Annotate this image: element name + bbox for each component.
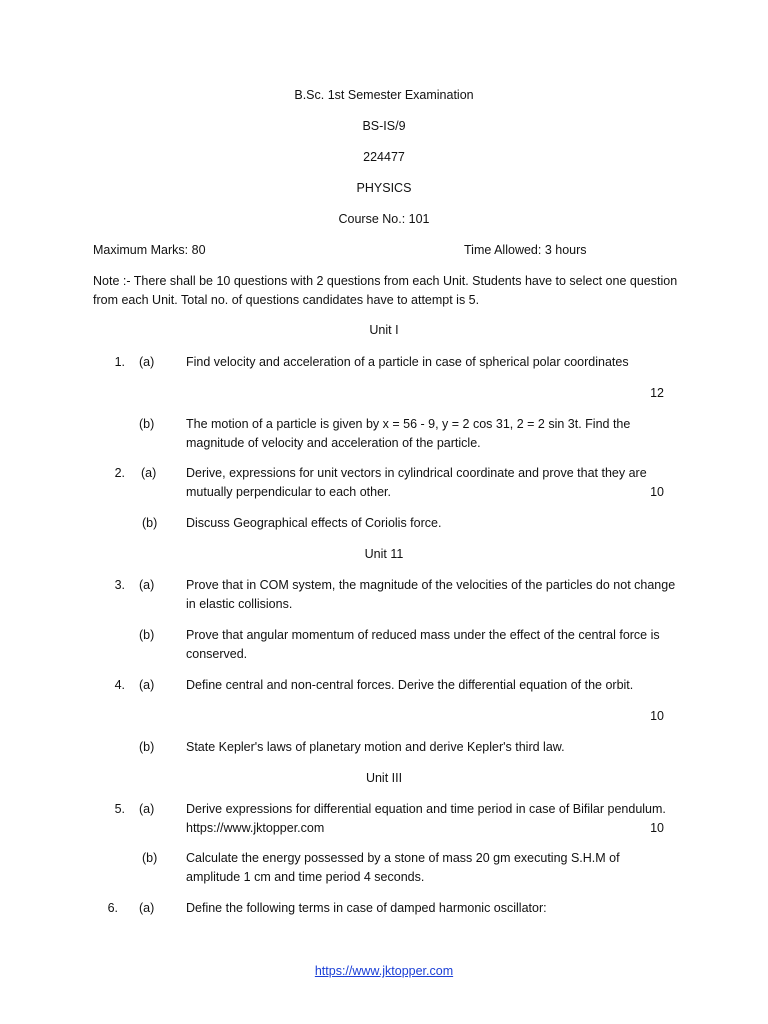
course-number: Course No.: 101 [338,212,430,226]
question-text: Define the following terms in case of damped harmonic oscillator: [186,901,547,915]
instructions-note: Note :- There shall be 10 questions with 2 questions from each Unit. Students have to select one question from each Unit. Total no. of questions candidates have to attempt is 5. [93,274,678,307]
maximum-marks: Maximum Marks: 80 [93,243,206,257]
question-number: 2. [114,466,125,480]
subpart-label: (b) [139,628,155,642]
subpart-label: (a) [141,466,157,480]
question-text: Define central and non-central forces. Derive the differential equation of the orbit. [186,678,634,692]
marks-label: 10 [650,709,664,723]
exam-title: B.Sc. 1st Semester Examination [294,88,474,102]
question-text: The motion of a particle is given by x = 56 - 9, y = 2 cos 31, 2 = 2 sin 3t. Find the magnitude of velocity and acceleration of the particle. [186,417,631,450]
subpart-label: (b) [139,417,155,431]
question-number: 4. [114,678,125,692]
subpart-label: (a) [139,802,155,816]
question-text: Derive expressions for differential equation and time period in case of Bifilar pendulum. https://www.jktopper.com [186,802,666,835]
paper-number: 224477 [363,150,405,164]
subpart-label: (b) [142,516,158,530]
subpart-label: (b) [139,740,155,754]
question-text: Derive, expressions for unit vectors in cylindrical coordinate and prove that they are mutually perpendicular to each other. [186,466,647,499]
unit-heading: Unit 11 [364,547,404,561]
time-allowed: Time Allowed: 3 hours [464,243,587,257]
marks-label: 10 [650,821,664,835]
question-number: 1. [114,355,125,369]
question-number: 6. [107,901,118,915]
question-text: Calculate the energy possessed by a stone of mass 20 gm executing S.H.M of amplitude 1 cm and time period 4 seconds. [186,851,620,884]
exam-code: BS-IS/9 [362,119,406,133]
marks-label: 10 [650,485,664,499]
subpart-label: (a) [139,678,155,692]
subpart-label: (a) [139,901,155,915]
question-number: 5. [114,802,125,816]
question-number: 3. [114,578,125,592]
subpart-label: (a) [139,355,155,369]
footer [0,962,768,981]
question-text: Prove that in COM system, the magnitude of the velocities of the particles do not change in elastic collisions. [186,578,676,611]
marks-label: 12 [650,386,664,400]
question-text: Prove that angular momentum of reduced mass under the effect of the central force is conserved. [186,628,660,661]
question-text: State Kepler's laws of planetary motion and derive Kepler's third law. [186,740,565,754]
question-text: Find velocity and acceleration of a particle in case of spherical polar coordinates [186,355,629,369]
unit-heading: Unit I [369,323,399,337]
question-text: Discuss Geographical effects of Coriolis force. [186,516,442,530]
subpart-label: (a) [139,578,155,592]
footer-link[interactable]: https://www.jktopper.com [314,964,454,978]
subpart-label: (b) [142,851,158,865]
subject-title: PHYSICS [356,181,412,195]
unit-heading: Unit III [365,771,403,785]
